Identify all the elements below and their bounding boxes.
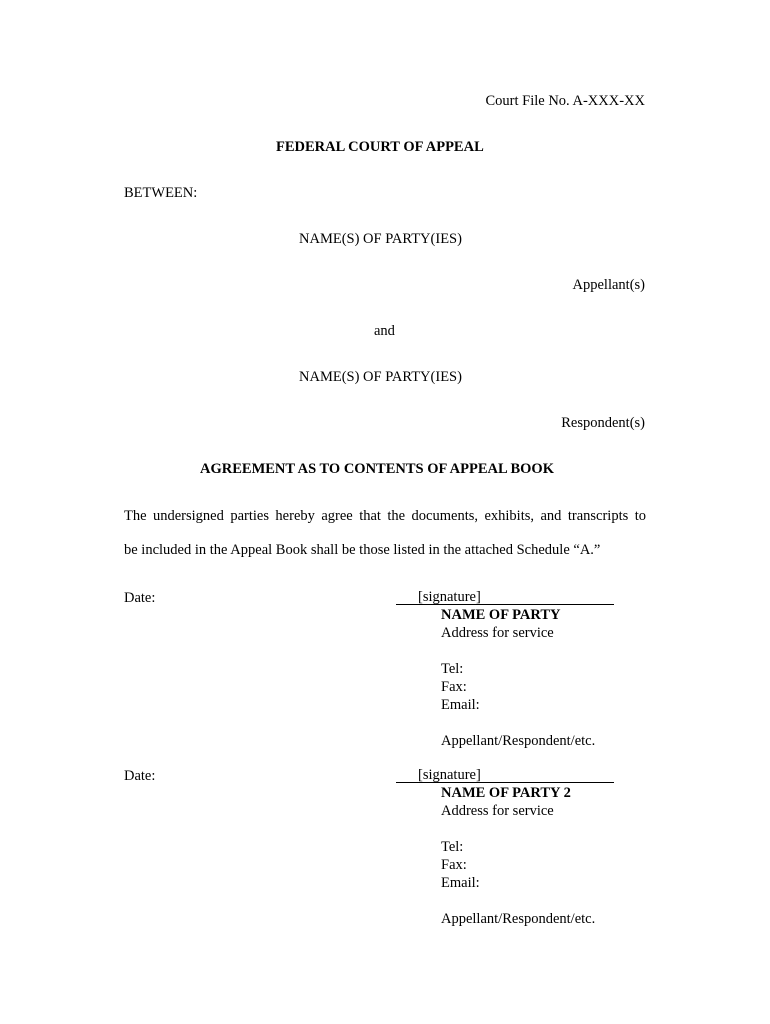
email-label: Email: bbox=[441, 697, 480, 713]
respondent-name: NAME(S) OF PARTY(IES) bbox=[299, 369, 462, 385]
party-role: Appellant/Respondent/etc. bbox=[441, 733, 596, 749]
party-details bbox=[441, 784, 595, 928]
respondent-role: Respondent(s) bbox=[561, 415, 645, 431]
party-name: NAME OF PARTY bbox=[441, 607, 561, 623]
party-details bbox=[441, 606, 595, 750]
and-label: and bbox=[374, 323, 395, 339]
address-for-service: Address for service bbox=[441, 803, 554, 819]
appellant-name: NAME(S) OF PARTY(IES) bbox=[299, 231, 462, 247]
appellant-role: Appellant(s) bbox=[572, 277, 645, 293]
tel-label: Tel: bbox=[441, 661, 464, 677]
document-title: AGREEMENT AS TO CONTENTS OF APPEAL BOOK bbox=[200, 461, 554, 477]
court-name: FEDERAL COURT OF APPEAL bbox=[276, 139, 484, 155]
email-label: Email: bbox=[441, 875, 480, 891]
signature-label: [signature] bbox=[418, 589, 481, 605]
date-label: Date: bbox=[124, 768, 156, 784]
fax-label: Fax: bbox=[441, 679, 467, 695]
address-for-service: Address for service bbox=[441, 625, 554, 641]
between-label: BETWEEN: bbox=[124, 185, 198, 201]
tel-label: Tel: bbox=[441, 839, 464, 855]
date-label: Date: bbox=[124, 590, 156, 606]
agreement-text-line-1: The undersigned parties hereby agree that the documents, exhibits, and transcripts to bbox=[124, 508, 646, 524]
fax-label: Fax: bbox=[441, 857, 467, 873]
signature-label: [signature] bbox=[418, 767, 481, 783]
agreement-text-line-2: be included in the Appeal Book shall be those listed in the attached Schedule “A.” bbox=[124, 542, 601, 558]
party-role: Appellant/Respondent/etc. bbox=[441, 911, 596, 927]
party-name: NAME OF PARTY 2 bbox=[441, 785, 571, 801]
court-file-number: Court File No. A-XXX-XX bbox=[485, 93, 645, 109]
